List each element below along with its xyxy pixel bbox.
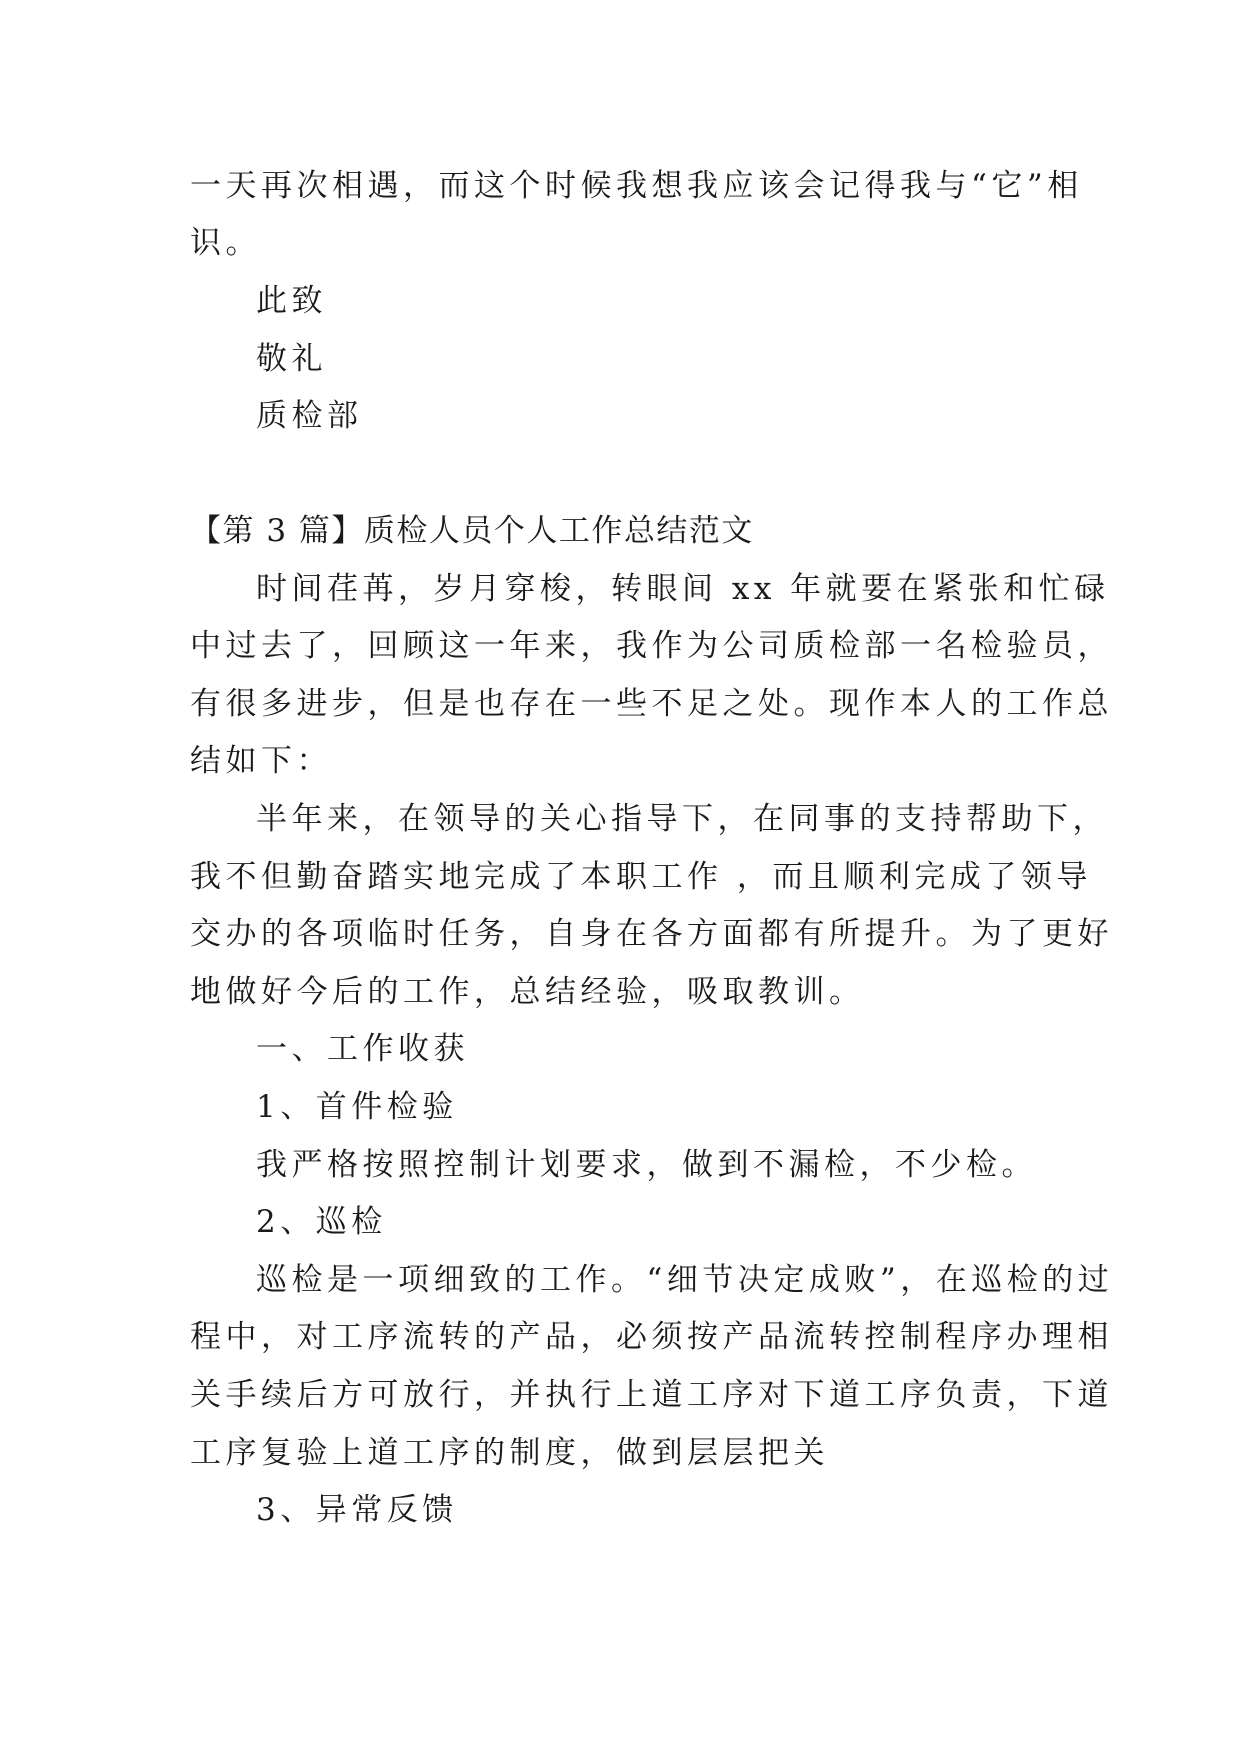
paragraph-line: 我严格按照控制计划要求，做到不漏检，不少检。	[256, 1147, 1037, 1183]
subheading: 1、首件检验	[256, 1089, 458, 1125]
paragraph-line: 地做好今后的工作，总结经验，吸取教训。	[190, 974, 865, 1010]
paragraph-line: 时间荏苒，岁月穿梭，转眼间 xx 年就要在紧张和忙碌	[256, 571, 1110, 607]
closing-salutation: 此致	[256, 283, 327, 319]
subheading: 2、巡检	[256, 1204, 387, 1240]
paragraph-line: 巡检是一项细致的工作。“细节决定成败”，在巡检的过	[256, 1262, 1114, 1298]
paragraph-line: 工序复验上道工序的制度，做到层层把关	[190, 1435, 829, 1471]
paragraph-line: 结如下：	[190, 743, 332, 779]
paragraph-line: 关手续后方可放行，并执行上道工序对下道工序负责，下道	[190, 1377, 1113, 1413]
paragraph-line: 交办的各项临时任务，自身在各方面都有所提升。为了更好	[190, 916, 1113, 952]
closing-salutation: 敬礼	[256, 341, 327, 377]
paragraph-line: 有很多进步，但是也存在一些不足之处。现作本人的工作总	[190, 686, 1113, 722]
paragraph-line: 程中，对工序流转的产品，必须按产品流转控制程序办理相	[190, 1319, 1113, 1355]
subheading: 3、异常反馈	[256, 1492, 458, 1528]
paragraph-line: 一天再次相遇，而这个时候我想我应该会记得我与“它”相	[190, 168, 1083, 204]
paragraph-line: 识。	[190, 225, 261, 261]
paragraph-line: 半年来，在领导的关心指导下，在同事的支持帮助下，	[256, 801, 1108, 837]
paragraph-line: 中过去了，回顾这一年来，我作为公司质检部一名检验员，	[190, 628, 1113, 664]
paragraph-line: 我不但勤奋踏实地完成了本职工作 ，而且顺利完成了领导	[190, 859, 1092, 895]
section-heading: 【第 3 篇】质检人员个人工作总结范文	[190, 513, 754, 549]
signature-department: 质检部	[256, 398, 363, 434]
subheading: 一、工作收获	[256, 1031, 469, 1067]
